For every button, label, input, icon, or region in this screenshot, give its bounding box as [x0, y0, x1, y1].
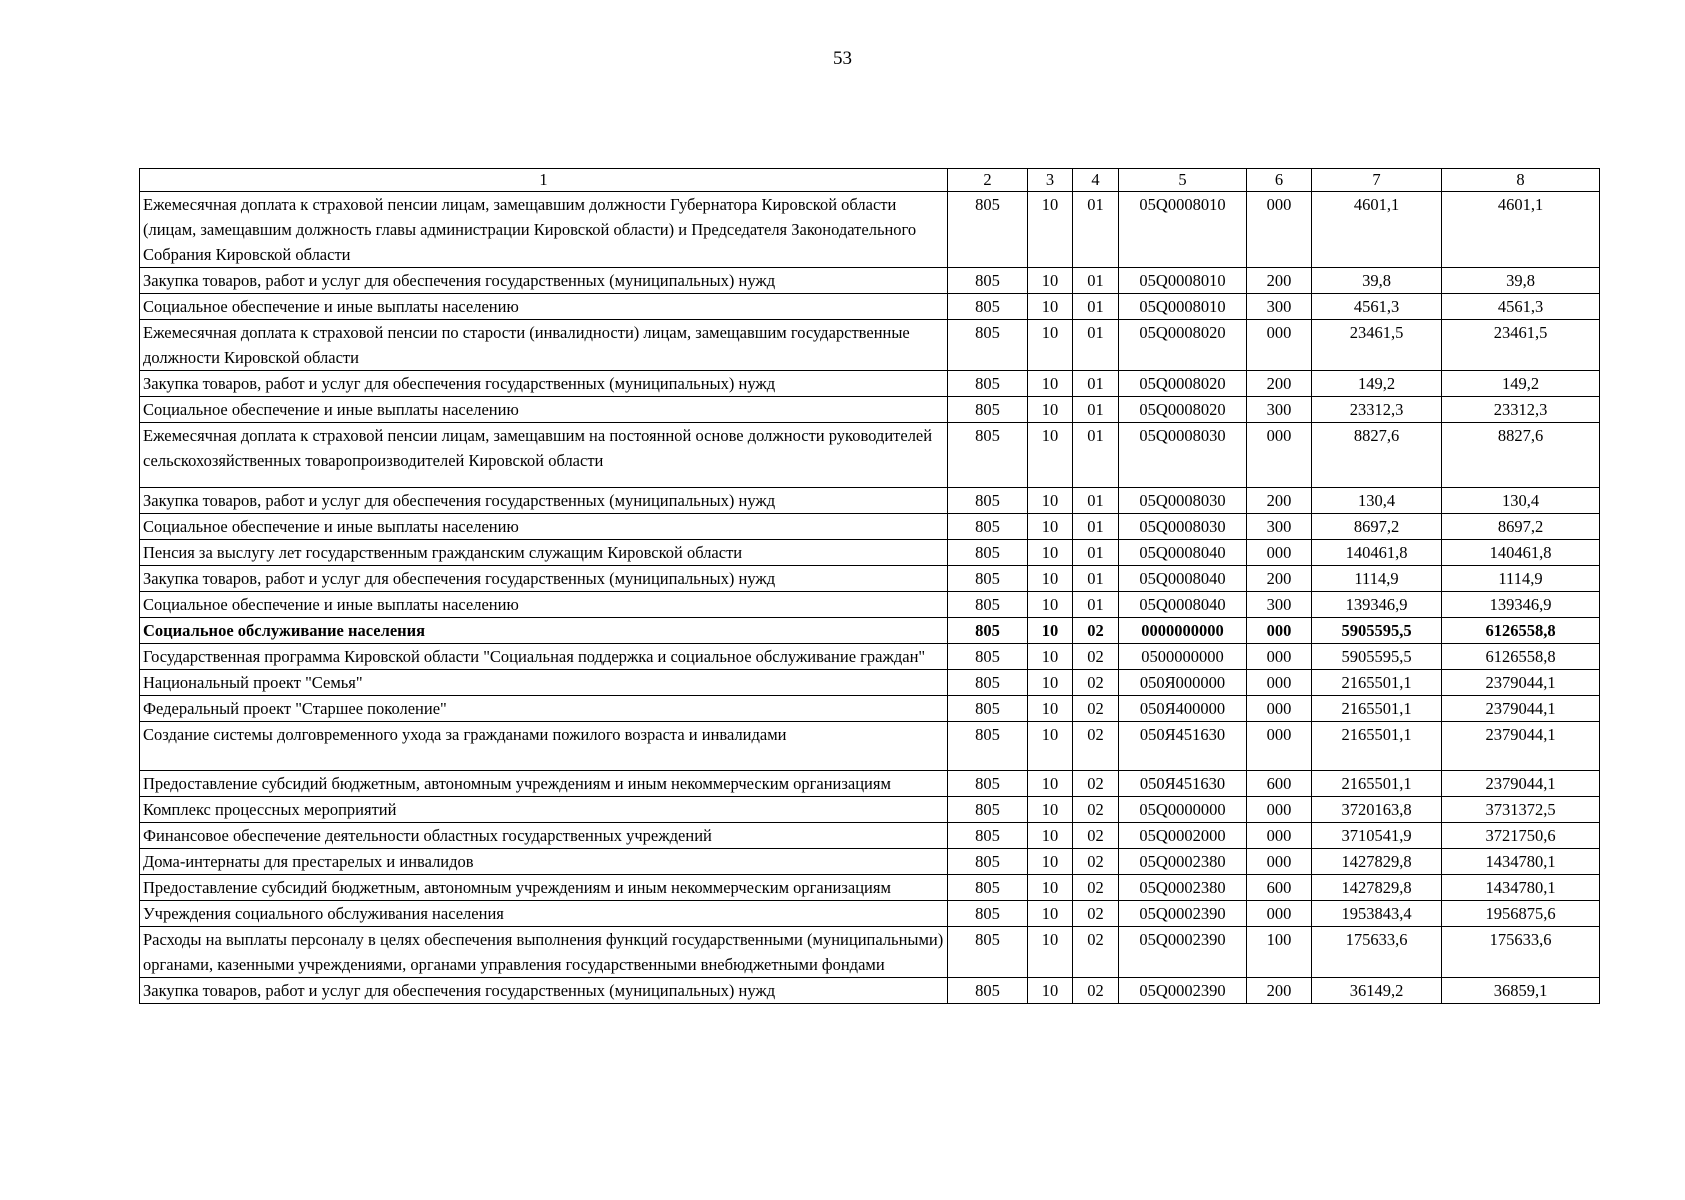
- table-row: [140, 849, 1600, 875]
- row-code-6: 600: [1247, 771, 1312, 797]
- row-description: Комплекс процессных мероприятий: [140, 797, 948, 823]
- row-value-7: 23461,5: [1312, 320, 1442, 371]
- row-value-7: 139346,9: [1312, 592, 1442, 618]
- row-code-3: 10: [1028, 927, 1073, 978]
- row-code-3: 10: [1028, 371, 1073, 397]
- table-row: [140, 927, 1600, 978]
- column-header: 2: [948, 169, 1028, 192]
- row-description: Социальное обеспечение и иные выплаты населению: [140, 397, 948, 423]
- row-code-3: 10: [1028, 771, 1073, 797]
- row-code-4: 02: [1073, 771, 1119, 797]
- row-code-4: 02: [1073, 875, 1119, 901]
- table-row: [140, 514, 1600, 540]
- row-code-3: 10: [1028, 540, 1073, 566]
- row-value-7: 2165501,1: [1312, 771, 1442, 797]
- row-code-4: 02: [1073, 978, 1119, 1004]
- row-value-8: 4601,1: [1442, 192, 1600, 268]
- column-header: 7: [1312, 169, 1442, 192]
- row-value-7: 3710541,9: [1312, 823, 1442, 849]
- row-value-7: 140461,8: [1312, 540, 1442, 566]
- row-code-6: 300: [1247, 592, 1312, 618]
- row-code-3: 10: [1028, 423, 1073, 488]
- table-row: [140, 797, 1600, 823]
- row-code-2: 805: [948, 927, 1028, 978]
- row-value-8: 39,8: [1442, 268, 1600, 294]
- row-description: Предоставление субсидий бюджетным, автономным учреждениям и иным некоммерческим организациям: [140, 771, 948, 797]
- row-code-4: 01: [1073, 397, 1119, 423]
- row-code-2: 805: [948, 320, 1028, 371]
- row-code-5: 05Q0008020: [1119, 320, 1247, 371]
- table-row: [140, 722, 1600, 771]
- row-value-8: 130,4: [1442, 488, 1600, 514]
- row-code-2: 805: [948, 797, 1028, 823]
- row-description: Национальный проект "Семья": [140, 670, 948, 696]
- row-code-5: 05Q0008040: [1119, 566, 1247, 592]
- column-header: 4: [1073, 169, 1119, 192]
- row-value-8: 8697,2: [1442, 514, 1600, 540]
- row-value-8: 1114,9: [1442, 566, 1600, 592]
- page-number: 53: [833, 48, 852, 69]
- table-row: [140, 294, 1600, 320]
- row-code-2: 805: [948, 644, 1028, 670]
- row-value-7: 3720163,8: [1312, 797, 1442, 823]
- row-code-3: 10: [1028, 192, 1073, 268]
- row-value-8: 1956875,6: [1442, 901, 1600, 927]
- column-header: 3: [1028, 169, 1073, 192]
- table-row: [140, 696, 1600, 722]
- row-code-4: 01: [1073, 488, 1119, 514]
- row-value-8: 149,2: [1442, 371, 1600, 397]
- row-code-6: 000: [1247, 722, 1312, 771]
- row-value-7: 4601,1: [1312, 192, 1442, 268]
- row-code-5: 050Я451630: [1119, 771, 1247, 797]
- row-code-2: 805: [948, 823, 1028, 849]
- row-description: Государственная программа Кировской области "Социальная поддержка и социальное обслуживание граждан": [140, 644, 948, 670]
- row-code-2: 805: [948, 566, 1028, 592]
- row-code-6: 000: [1247, 540, 1312, 566]
- row-code-2: 805: [948, 592, 1028, 618]
- row-code-5: 05Q0008030: [1119, 423, 1247, 488]
- row-description: Социальное обслуживание населения: [140, 618, 948, 644]
- row-value-8: 2379044,1: [1442, 771, 1600, 797]
- row-value-7: 4561,3: [1312, 294, 1442, 320]
- row-code-5: 05Q0008010: [1119, 294, 1247, 320]
- row-description: Пенсия за выслугу лет государственным гражданским служащим Кировской области: [140, 540, 948, 566]
- row-description: Закупка товаров, работ и услуг для обеспечения государственных (муниципальных) нужд: [140, 978, 948, 1004]
- table-body: [140, 192, 1600, 1004]
- row-value-8: 23461,5: [1442, 320, 1600, 371]
- row-code-6: 300: [1247, 397, 1312, 423]
- row-code-5: 05Q0000000: [1119, 797, 1247, 823]
- row-code-2: 805: [948, 192, 1028, 268]
- row-value-8: 2379044,1: [1442, 722, 1600, 771]
- table-row: [140, 823, 1600, 849]
- row-code-6: 100: [1247, 927, 1312, 978]
- row-value-8: 175633,6: [1442, 927, 1600, 978]
- row-code-3: 10: [1028, 488, 1073, 514]
- row-code-5: 05Q0008040: [1119, 592, 1247, 618]
- row-code-2: 805: [948, 514, 1028, 540]
- row-value-7: 2165501,1: [1312, 696, 1442, 722]
- row-code-2: 805: [948, 670, 1028, 696]
- row-code-6: 600: [1247, 875, 1312, 901]
- row-value-7: 149,2: [1312, 371, 1442, 397]
- column-header: 8: [1442, 169, 1600, 192]
- table-row: [140, 592, 1600, 618]
- row-code-2: 805: [948, 423, 1028, 488]
- row-code-3: 10: [1028, 397, 1073, 423]
- row-value-8: 4561,3: [1442, 294, 1600, 320]
- row-description: Ежемесячная доплата к страховой пенсии по старости (инвалидности) лицам, замещавшим государственные должности Кировской области: [140, 320, 948, 371]
- table-row: [140, 423, 1600, 488]
- row-code-3: 10: [1028, 268, 1073, 294]
- column-header: 1: [140, 169, 948, 192]
- row-code-6: 000: [1247, 823, 1312, 849]
- row-description: Дома-интернаты для престарелых и инвалидов: [140, 849, 948, 875]
- row-code-5: 05Q0002390: [1119, 978, 1247, 1004]
- row-code-4: 02: [1073, 797, 1119, 823]
- row-code-6: 000: [1247, 901, 1312, 927]
- row-code-4: 01: [1073, 371, 1119, 397]
- table-row: [140, 397, 1600, 423]
- row-value-7: 175633,6: [1312, 927, 1442, 978]
- row-value-7: 39,8: [1312, 268, 1442, 294]
- row-code-3: 10: [1028, 514, 1073, 540]
- row-value-7: 1114,9: [1312, 566, 1442, 592]
- table-row: [140, 320, 1600, 371]
- row-code-2: 805: [948, 722, 1028, 771]
- row-code-4: 01: [1073, 514, 1119, 540]
- row-code-2: 805: [948, 268, 1028, 294]
- row-code-2: 805: [948, 849, 1028, 875]
- row-description: Социальное обеспечение и иные выплаты населению: [140, 294, 948, 320]
- row-value-7: 130,4: [1312, 488, 1442, 514]
- row-code-4: 02: [1073, 618, 1119, 644]
- row-code-5: 05Q0002390: [1119, 901, 1247, 927]
- row-value-7: 2165501,1: [1312, 722, 1442, 771]
- row-value-8: 2379044,1: [1442, 696, 1600, 722]
- row-code-3: 10: [1028, 592, 1073, 618]
- row-code-4: 02: [1073, 823, 1119, 849]
- row-value-8: 2379044,1: [1442, 670, 1600, 696]
- row-code-6: 000: [1247, 670, 1312, 696]
- column-header: 6: [1247, 169, 1312, 192]
- row-value-8: 6126558,8: [1442, 618, 1600, 644]
- row-code-6: 000: [1247, 849, 1312, 875]
- row-value-7: 1427829,8: [1312, 849, 1442, 875]
- table-row: [140, 771, 1600, 797]
- row-code-5: 05Q0002000: [1119, 823, 1247, 849]
- row-value-8: 140461,8: [1442, 540, 1600, 566]
- table-row: [140, 978, 1600, 1004]
- row-code-4: 02: [1073, 901, 1119, 927]
- row-value-8: 36859,1: [1442, 978, 1600, 1004]
- row-code-3: 10: [1028, 670, 1073, 696]
- row-code-6: 300: [1247, 514, 1312, 540]
- table-row: [140, 488, 1600, 514]
- row-code-3: 10: [1028, 849, 1073, 875]
- row-description: Ежемесячная доплата к страховой пенсии лицам, замещавшим на постоянной основе должности руководителей сельскохозяйственных товаропроизводителей Кировской области: [140, 423, 948, 488]
- row-code-3: 10: [1028, 722, 1073, 771]
- row-description: Социальное обеспечение и иные выплаты населению: [140, 514, 948, 540]
- table-row: [140, 371, 1600, 397]
- row-code-4: 01: [1073, 566, 1119, 592]
- row-code-5: 0000000000: [1119, 618, 1247, 644]
- row-code-5: 05Q0008010: [1119, 192, 1247, 268]
- row-description: Создание системы долговременного ухода за гражданами пожилого возраста и инвалидами: [140, 722, 948, 771]
- row-code-3: 10: [1028, 978, 1073, 1004]
- row-code-3: 10: [1028, 644, 1073, 670]
- row-value-7: 2165501,1: [1312, 670, 1442, 696]
- row-description: Закупка товаров, работ и услуг для обеспечения государственных (муниципальных) нужд: [140, 371, 948, 397]
- row-description: Ежемесячная доплата к страховой пенсии лицам, замещавшим должности Губернатора Кировской области (лицам, замещавшим должность главы администрации Кировской области) и Председателя Законодательного Собрания Кировской области: [140, 192, 948, 268]
- row-code-3: 10: [1028, 294, 1073, 320]
- row-code-5: 0500000000: [1119, 644, 1247, 670]
- row-description: Расходы на выплаты персоналу в целях обеспечения выполнения функций государственными (муниципальными) органами, казенными учреждениями, органами управления государственными внебюджетными фондами: [140, 927, 948, 978]
- row-code-6: 200: [1247, 371, 1312, 397]
- row-code-4: 01: [1073, 294, 1119, 320]
- table-row: [140, 901, 1600, 927]
- row-code-6: 300: [1247, 294, 1312, 320]
- row-description: Финансовое обеспечение деятельности областных государственных учреждений: [140, 823, 948, 849]
- row-code-3: 10: [1028, 696, 1073, 722]
- row-description: Закупка товаров, работ и услуг для обеспечения государственных (муниципальных) нужд: [140, 566, 948, 592]
- row-code-4: 02: [1073, 644, 1119, 670]
- row-value-7: 5905595,5: [1312, 618, 1442, 644]
- row-code-4: 01: [1073, 192, 1119, 268]
- row-description: Закупка товаров, работ и услуг для обеспечения государственных (муниципальных) нужд: [140, 488, 948, 514]
- table-row: [140, 268, 1600, 294]
- table-row: [140, 618, 1600, 644]
- row-code-5: 05Q0008040: [1119, 540, 1247, 566]
- row-value-8: 1434780,1: [1442, 875, 1600, 901]
- row-value-7: 5905595,5: [1312, 644, 1442, 670]
- row-code-6: 000: [1247, 797, 1312, 823]
- row-value-8: 6126558,8: [1442, 644, 1600, 670]
- row-code-5: 05Q0008030: [1119, 488, 1247, 514]
- row-code-4: 01: [1073, 423, 1119, 488]
- table-header-row: [140, 169, 1600, 192]
- table-row: [140, 670, 1600, 696]
- row-code-2: 805: [948, 696, 1028, 722]
- row-code-3: 10: [1028, 320, 1073, 371]
- row-value-8: 8827,6: [1442, 423, 1600, 488]
- row-value-7: 8827,6: [1312, 423, 1442, 488]
- row-code-3: 10: [1028, 875, 1073, 901]
- row-value-8: 3721750,6: [1442, 823, 1600, 849]
- row-code-2: 805: [948, 540, 1028, 566]
- row-code-3: 10: [1028, 823, 1073, 849]
- row-code-6: 000: [1247, 644, 1312, 670]
- row-code-5: 05Q0008030: [1119, 514, 1247, 540]
- row-code-2: 805: [948, 294, 1028, 320]
- table-row: [140, 540, 1600, 566]
- table-row: [140, 875, 1600, 901]
- row-code-6: 000: [1247, 618, 1312, 644]
- row-code-6: 200: [1247, 566, 1312, 592]
- row-code-4: 02: [1073, 696, 1119, 722]
- row-code-4: 01: [1073, 540, 1119, 566]
- table-row: [140, 644, 1600, 670]
- row-code-5: 05Q0008010: [1119, 268, 1247, 294]
- column-header: 5: [1119, 169, 1247, 192]
- row-code-6: 200: [1247, 488, 1312, 514]
- row-value-7: 1427829,8: [1312, 875, 1442, 901]
- row-code-6: 000: [1247, 696, 1312, 722]
- row-code-3: 10: [1028, 797, 1073, 823]
- row-code-2: 805: [948, 875, 1028, 901]
- row-description: Предоставление субсидий бюджетным, автономным учреждениям и иным некоммерческим организациям: [140, 875, 948, 901]
- row-code-3: 10: [1028, 618, 1073, 644]
- row-code-6: 000: [1247, 423, 1312, 488]
- row-value-7: 36149,2: [1312, 978, 1442, 1004]
- row-code-3: 10: [1028, 566, 1073, 592]
- row-code-2: 805: [948, 397, 1028, 423]
- row-code-4: 01: [1073, 320, 1119, 371]
- row-description: Закупка товаров, работ и услуг для обеспечения государственных (муниципальных) нужд: [140, 268, 948, 294]
- row-value-8: 139346,9: [1442, 592, 1600, 618]
- row-value-7: 8697,2: [1312, 514, 1442, 540]
- row-code-2: 805: [948, 771, 1028, 797]
- row-code-4: 01: [1073, 268, 1119, 294]
- row-code-3: 10: [1028, 901, 1073, 927]
- row-value-7: 23312,3: [1312, 397, 1442, 423]
- table-row: [140, 566, 1600, 592]
- row-code-5: 050Я451630: [1119, 722, 1247, 771]
- row-code-5: 05Q0002390: [1119, 927, 1247, 978]
- row-value-7: 1953843,4: [1312, 901, 1442, 927]
- row-value-8: 1434780,1: [1442, 849, 1600, 875]
- row-code-6: 000: [1247, 320, 1312, 371]
- row-code-2: 805: [948, 978, 1028, 1004]
- row-code-2: 805: [948, 618, 1028, 644]
- budget-table: [139, 168, 1600, 1004]
- row-code-4: 02: [1073, 849, 1119, 875]
- row-value-8: 23312,3: [1442, 397, 1600, 423]
- row-code-5: 05Q0002380: [1119, 849, 1247, 875]
- row-description: Федеральный проект "Старшее поколение": [140, 696, 948, 722]
- row-code-5: 050Я000000: [1119, 670, 1247, 696]
- row-code-5: 050Я400000: [1119, 696, 1247, 722]
- row-code-4: 02: [1073, 722, 1119, 771]
- row-code-4: 02: [1073, 670, 1119, 696]
- table-row: [140, 192, 1600, 268]
- row-code-2: 805: [948, 371, 1028, 397]
- row-code-5: 05Q0002380: [1119, 875, 1247, 901]
- row-description: Учреждения социального обслуживания населения: [140, 901, 948, 927]
- row-description: Социальное обеспечение и иные выплаты населению: [140, 592, 948, 618]
- row-code-6: 200: [1247, 978, 1312, 1004]
- row-code-6: 200: [1247, 268, 1312, 294]
- row-code-2: 805: [948, 488, 1028, 514]
- row-code-2: 805: [948, 901, 1028, 927]
- row-code-4: 02: [1073, 927, 1119, 978]
- row-code-6: 000: [1247, 192, 1312, 268]
- row-code-5: 05Q0008020: [1119, 371, 1247, 397]
- row-value-8: 3731372,5: [1442, 797, 1600, 823]
- row-code-4: 01: [1073, 592, 1119, 618]
- row-code-5: 05Q0008020: [1119, 397, 1247, 423]
